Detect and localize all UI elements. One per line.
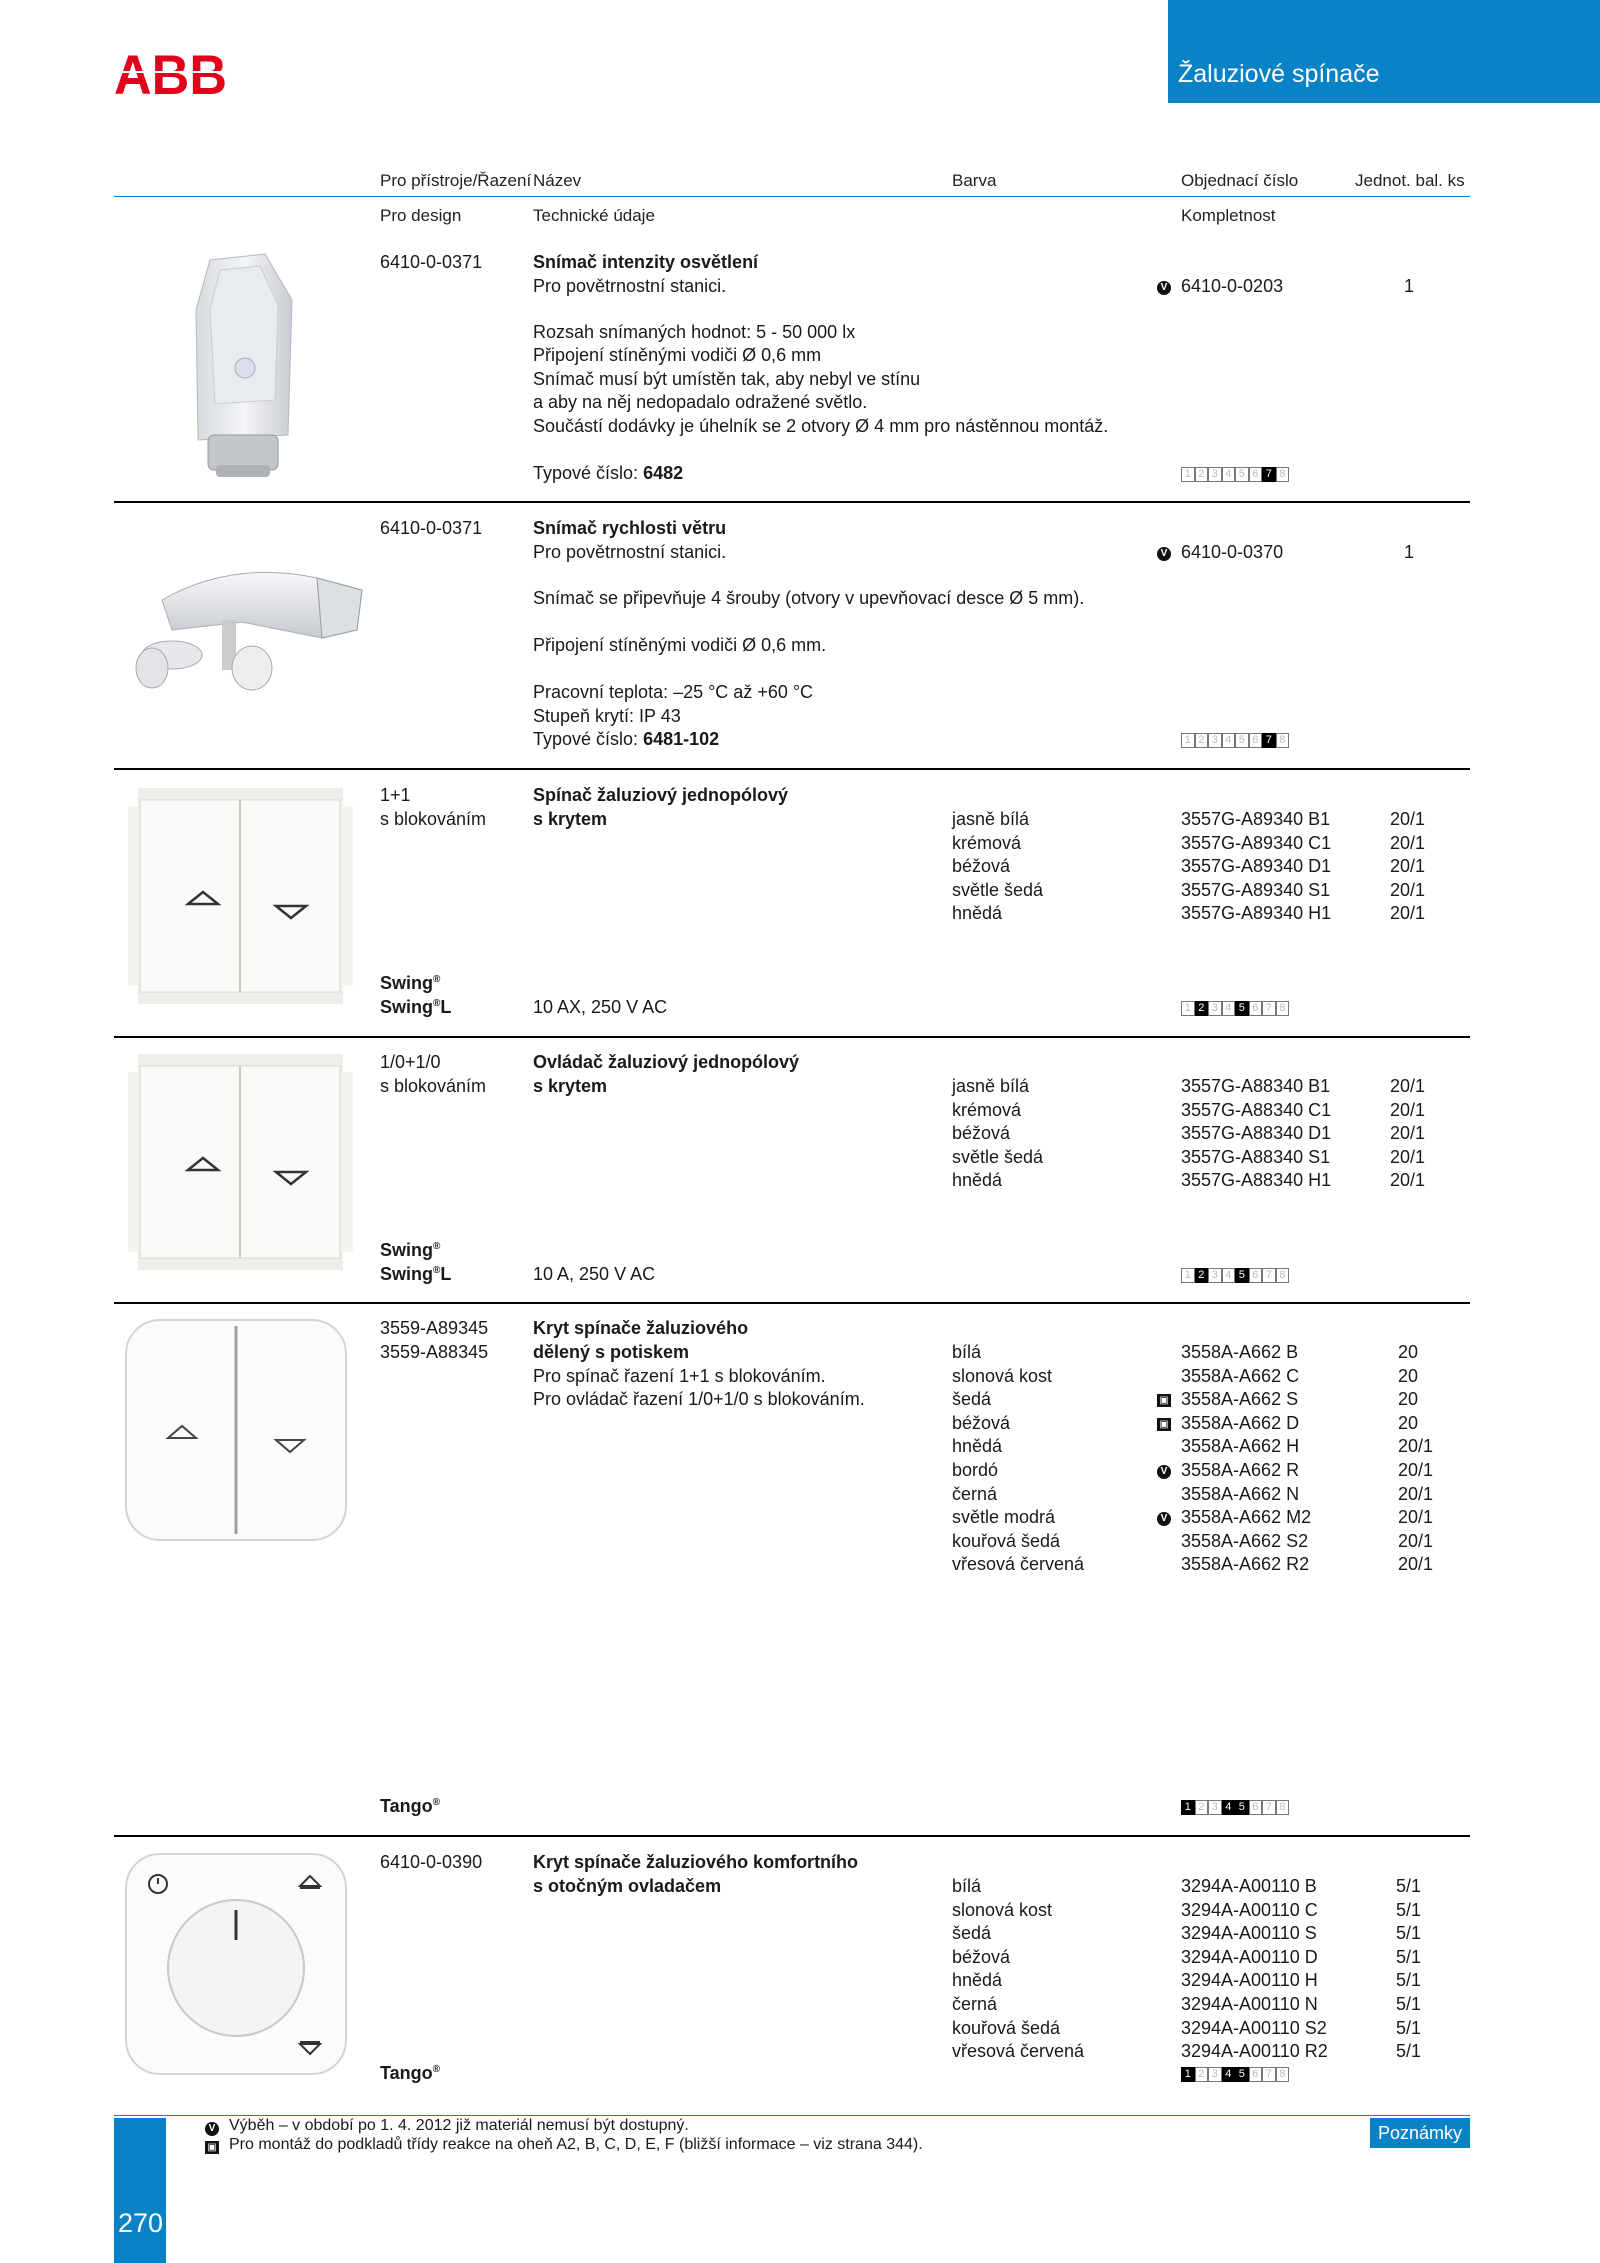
row-qty: 20 [1398,1342,1419,1362]
s5-name1: Kryt spínače žaluziového [533,1318,749,1338]
s2-name: Snímač rychlosti větru [533,518,727,538]
module-cell: 7 [1262,1268,1276,1283]
module-cell: 2 [1195,1268,1209,1283]
footer-rule [114,2115,1470,2116]
s2-tech-4: Stupeň krytí: IP 43 [533,706,681,726]
row-color: hnědá [952,1170,1003,1191]
row-qty: 20/1 [1398,1483,1434,1504]
swing-switch-image [128,786,353,1006]
s1-code: 6410-0-0371 [380,252,483,272]
col-tech: Technické údaje [533,206,655,225]
col-kompletnost: Kompletnost [1181,206,1276,225]
s1-name: Snímač intenzity osvětlení [533,252,759,272]
row-qty: 20/1 [1398,1507,1434,1528]
module-cell: 3 [1208,1268,1222,1283]
row-order: 3558A-A662 C [1181,1365,1300,1386]
design-suffix: L [440,1264,452,1284]
module-cell: 7 [1262,733,1276,748]
module-cell: 2 [1195,733,1209,748]
footnote-2: Pro montáž do podkladů třídy reakce na oheň A2, B, C, D, E, F (bližší informace – viz strana 344). [229,2136,923,2153]
module-cell: 3 [1208,1800,1222,1815]
row-order: 3294A-A00110 N [1181,1994,1318,2014]
module-cell: 2 [1195,1001,1209,1016]
s2-desc: Pro povětrnostní stanici. [533,542,727,562]
s2-code: 6410-0-0371 [380,518,483,538]
row-order: 3558A-A662 M2 [1181,1507,1312,1528]
module-cell: 5 [1235,1268,1249,1283]
module-cell: 2 [1195,1800,1209,1815]
tango-cover-image [124,1318,348,1542]
fire-class-icon: ▣ [1157,1418,1171,1431]
row-qty: 20/1 [1398,1554,1434,1575]
s5-code1: 3559-A89345 [380,1318,489,1338]
col-order: Objednací číslo [1181,171,1299,190]
wind-sensor-image [112,560,372,700]
s1-tech-0: Rozsah snímaných hodnot: 5 - 50 000 lx [533,322,856,342]
s2-qty: 1 [1404,542,1415,562]
row-qty: 20/1 [1390,832,1426,853]
row-color: černá [952,1483,998,1504]
s4-switching: 1/0+1/0 [380,1052,441,1072]
module-cell: 2 [1195,467,1209,482]
module-cell: 7 [1262,1800,1276,1815]
row-color: jasně bílá [952,809,1030,829]
row-qty: 20/1 [1390,856,1426,877]
design-name: Swing [380,973,433,993]
row-color: bordó [952,1460,999,1480]
module-cell: 4 [1222,1001,1236,1016]
light-sensor-image [190,250,295,480]
s1-order: 6410-0-0203 [1181,276,1284,296]
s1-qty: 1 [1404,276,1415,296]
row-color: světle šedá [952,879,1044,900]
module-cell: 6 [1249,733,1263,748]
s2-type-no: 6481-102 [643,729,720,749]
discontinued-icon: V [1157,1465,1171,1479]
module-scale [1181,1800,1289,1817]
row-qty: 20 [1398,1365,1419,1386]
module-scale [1181,1001,1289,1018]
svg-text:ABB: ABB [114,48,227,100]
row-order: 3557G-A89340 B1 [1181,809,1331,829]
s5-name2: dělený s potiskem [533,1342,690,1362]
module-cell: 5 [1235,733,1249,748]
module-cell: 7 [1262,467,1276,482]
row-order: 3558A-A662 R2 [1181,1554,1310,1575]
module-cell: 1 [1181,733,1195,748]
module-cell: 6 [1249,1268,1263,1283]
row-order: 3294A-A00110 S [1181,1923,1317,1944]
s3-design1: Swing® [380,973,441,993]
row-color: vřesová červená [952,2041,1085,2062]
module-cell: 3 [1208,1001,1222,1016]
module-cell: 6 [1249,2067,1263,2082]
discontinued-icon: V [1157,281,1171,295]
section-divider [114,501,1470,503]
module-cell: 1 [1181,467,1195,482]
col-design: Pro design [380,206,462,225]
module-cell: 8 [1276,1800,1290,1815]
row-qty: 20/1 [1390,1099,1426,1120]
s4-name2: s krytem [533,1076,608,1096]
module-cell: 4 [1222,467,1236,482]
row-color: bílá [952,1342,982,1362]
s6-name2: s otočným ovladačem [533,1876,722,1896]
row-color: slonová kost [952,1365,1053,1386]
fire-class-icon: ▣ [205,2141,219,2154]
col-color: Barva [952,171,997,190]
rotary-cover-image [124,1852,348,2076]
page-number: 270 [118,2208,164,2238]
s5-design: Tango® [380,1796,441,1816]
row-color: hnědá [952,903,1003,924]
module-cell: 4 [1222,1268,1236,1283]
row-order: 3294A-A00110 B [1181,1876,1317,1896]
row-color: světle šedá [952,1146,1044,1167]
s3-switching: 1+1 [380,785,411,805]
footnote-1: Výběh – v období po 1. 4. 2012 již materiál nemusí být dostupný. [229,2117,689,2134]
swing-control-image [128,1052,353,1272]
s2-tech-2: Připojení stíněnými vodiči Ø 0,6 mm. [533,635,827,655]
s1-desc: Pro povětrnostní stanici. [533,276,727,296]
design-name: Tango [380,1796,433,1816]
module-scale [1181,467,1289,484]
module-cell: 4 [1222,1800,1236,1815]
row-order: 3557G-A89340 H1 [1181,903,1332,924]
module-cell: 5 [1235,2067,1249,2082]
module-cell: 6 [1249,1800,1263,1815]
row-qty: 20 [1398,1389,1419,1410]
module-scale [1181,1268,1289,1285]
row-order: 3557G-A88340 B1 [1181,1076,1331,1096]
section-divider [114,1302,1470,1304]
row-color: bílá [952,1876,982,1896]
discontinued-icon: V [205,2122,219,2136]
row-color: hnědá [952,1436,1003,1457]
s2-type-label: Typové číslo: [533,729,644,749]
module-cell: 1 [1181,2067,1195,2082]
row-order: 3557G-A88340 C1 [1181,1099,1332,1120]
row-color: kouřová šedá [952,2017,1061,2038]
s1-tech-2: Snímač musí být umístěn tak, aby nebyl ve stínu [533,369,921,389]
row-color: krémová [952,1099,1022,1120]
row-qty: 20/1 [1390,1146,1426,1167]
s5-code2: 3559-A88345 [380,1342,489,1362]
design-name: Tango [380,2063,433,2083]
s3-tech: 10 AX, 250 V AC [533,997,668,1017]
module-cell: 3 [1208,2067,1222,2082]
row-qty: 20/1 [1390,1076,1426,1096]
s1-tech-3: a aby na něj nedopadalo odražené světlo. [533,392,868,412]
row-order: 3557G-A88340 D1 [1181,1123,1332,1144]
module-scale [1181,733,1289,750]
s1-type [533,463,683,484]
s5-desc2: Pro ovládač řazení 1/0+1/0 s blokováním. [533,1389,865,1409]
row-color: světle modrá [952,1507,1056,1528]
row-order: 3557G-A89340 C1 [1181,832,1332,853]
s2-tech-3: Pracovní teplota: –25 °C až +60 °C [533,682,814,702]
row-order: 3558A-A662 S2 [1181,1530,1309,1551]
s2-tech-1: Snímač se připevňuje 4 šrouby (otvory v upevňovací desce Ø 5 mm). [533,588,1085,608]
row-color: béžová [952,1946,1011,1967]
s6-name1: Kryt spínače žaluziového komfortního [533,1852,859,1872]
discontinued-icon: V [1157,547,1171,561]
row-color: hnědá [952,1970,1003,1991]
s3-lock: s blokováním [380,809,487,829]
module-cell: 8 [1276,467,1290,482]
row-order: 3557G-A88340 H1 [1181,1170,1332,1191]
module-cell: 8 [1276,1268,1290,1283]
row-qty: 20/1 [1398,1460,1434,1480]
s6-code: 6410-0-0390 [380,1852,483,1872]
module-cell: 8 [1276,2067,1290,2082]
row-order: 3294A-A00110 D [1181,1946,1318,1967]
s4-design2: Swing®L [380,1264,452,1284]
section-divider [114,1036,1470,1038]
page-number-bar [114,2118,166,2263]
s4-tech: 10 A, 250 V AC [533,1264,656,1284]
row-qty: 5/1 [1396,1923,1422,1944]
row-color: béžová [952,1412,1011,1433]
row-color: slonová kost [952,1899,1053,1920]
row-color: kouřová šedá [952,1530,1061,1551]
row-color: černá [952,1994,998,2014]
row-qty: 20/1 [1390,903,1426,924]
row-qty: 20/1 [1390,1170,1426,1191]
discontinued-icon: V [1157,1512,1171,1526]
s3-design2: Swing®L [380,997,452,1017]
row-qty: 5/1 [1396,1970,1422,1991]
s1-tech-4: Součástí dodávky je úhelník se 2 otvory Ø 4 mm pro nástěnnou montáž. [533,416,1109,436]
notes-label: Poznámky [1370,2118,1470,2148]
s4-name1: Ovládač žaluziový jednopólový [533,1052,800,1072]
row-order: 3558A-A662 R [1181,1460,1300,1480]
s2-type [533,729,719,750]
row-order: 3294A-A00110 H [1181,1970,1318,1991]
row-order: 3294A-A00110 S2 [1181,2017,1327,2038]
row-color: šedá [952,1389,992,1410]
module-cell: 3 [1208,467,1222,482]
row-order: 3558A-A662 S [1181,1389,1299,1410]
abb-logo [114,48,227,100]
row-qty: 5/1 [1396,2017,1422,2038]
s1-tech-1: Připojení stíněnými vodiči Ø 0,6 mm [533,345,822,365]
header-rule [114,196,1470,197]
row-qty: 5/1 [1396,2041,1422,2062]
row-qty: 5/1 [1396,1876,1422,1896]
module-cell: 6 [1249,1001,1263,1016]
s1-type-label: Typové číslo: [533,463,644,483]
s4-lock: s blokováním [380,1076,487,1096]
module-cell: 8 [1276,1001,1290,1016]
row-qty: 20/1 [1398,1436,1434,1457]
s3-name1: Spínač žaluziový jednopólový [533,785,789,805]
row-qty: 5/1 [1396,1994,1422,2014]
row-order: 3558A-A662 D [1181,1412,1300,1433]
s4-design1: Swing® [380,1240,441,1260]
module-cell: 1 [1181,1001,1195,1016]
row-color: béžová [952,856,1011,877]
module-scale [1181,2067,1289,2084]
row-color: šedá [952,1923,992,1944]
s5-desc1: Pro spínač řazení 1+1 s blokováním. [533,1366,826,1386]
row-order: 3294A-A00110 C [1181,1899,1318,1920]
col-name: Název [533,171,582,190]
s1-type-no: 6482 [643,463,684,483]
row-qty: 20/1 [1390,809,1426,829]
row-order: 3557G-A89340 S1 [1181,879,1331,900]
row-color: krémová [952,832,1022,853]
module-cell: 3 [1208,733,1222,748]
module-cell: 8 [1276,733,1290,748]
section-divider [114,768,1470,770]
module-cell: 1 [1181,1800,1195,1815]
row-color: jasně bílá [952,1076,1030,1096]
module-cell: 5 [1235,1800,1249,1815]
module-cell: 5 [1235,1001,1249,1016]
row-qty: 5/1 [1396,1946,1422,1967]
design-name: Swing [380,1240,433,1260]
design-suffix: L [440,997,452,1017]
row-order: 3558A-A662 H [1181,1436,1300,1457]
section-divider [114,1835,1470,1837]
row-order: 3557G-A89340 D1 [1181,856,1332,877]
page-title: Žaluziové spínače [1178,60,1380,88]
col-devices: Pro přístroje/Řazení [380,171,532,190]
module-cell: 7 [1262,1001,1276,1016]
row-qty: 20/1 [1390,879,1426,900]
row-color: béžová [952,1123,1011,1144]
row-order: 3558A-A662 N [1181,1483,1300,1504]
module-cell: 4 [1222,2067,1236,2082]
module-cell: 7 [1262,2067,1276,2082]
module-cell: 4 [1222,733,1236,748]
row-order: 3558A-A662 B [1181,1342,1299,1362]
row-color: vřesová červená [952,1554,1085,1575]
row-order: 3557G-A88340 S1 [1181,1146,1331,1167]
s2-order: 6410-0-0370 [1181,542,1284,562]
row-qty: 20 [1398,1412,1419,1433]
fire-class-icon: ▣ [1157,1394,1171,1407]
col-qty: Jednot. bal. ks [1355,171,1465,190]
row-qty: 20/1 [1398,1530,1434,1551]
s6-design: Tango® [380,2063,441,2083]
module-cell: 2 [1195,2067,1209,2082]
design-name: Swing [380,1264,433,1284]
row-qty: 20/1 [1390,1123,1426,1144]
module-cell: 1 [1181,1268,1195,1283]
row-qty: 5/1 [1396,1899,1422,1920]
module-cell: 5 [1235,467,1249,482]
design-name: Swing [380,997,433,1017]
row-order: 3294A-A00110 R2 [1181,2041,1328,2062]
module-cell: 6 [1249,467,1263,482]
s3-name2: s krytem [533,809,608,829]
